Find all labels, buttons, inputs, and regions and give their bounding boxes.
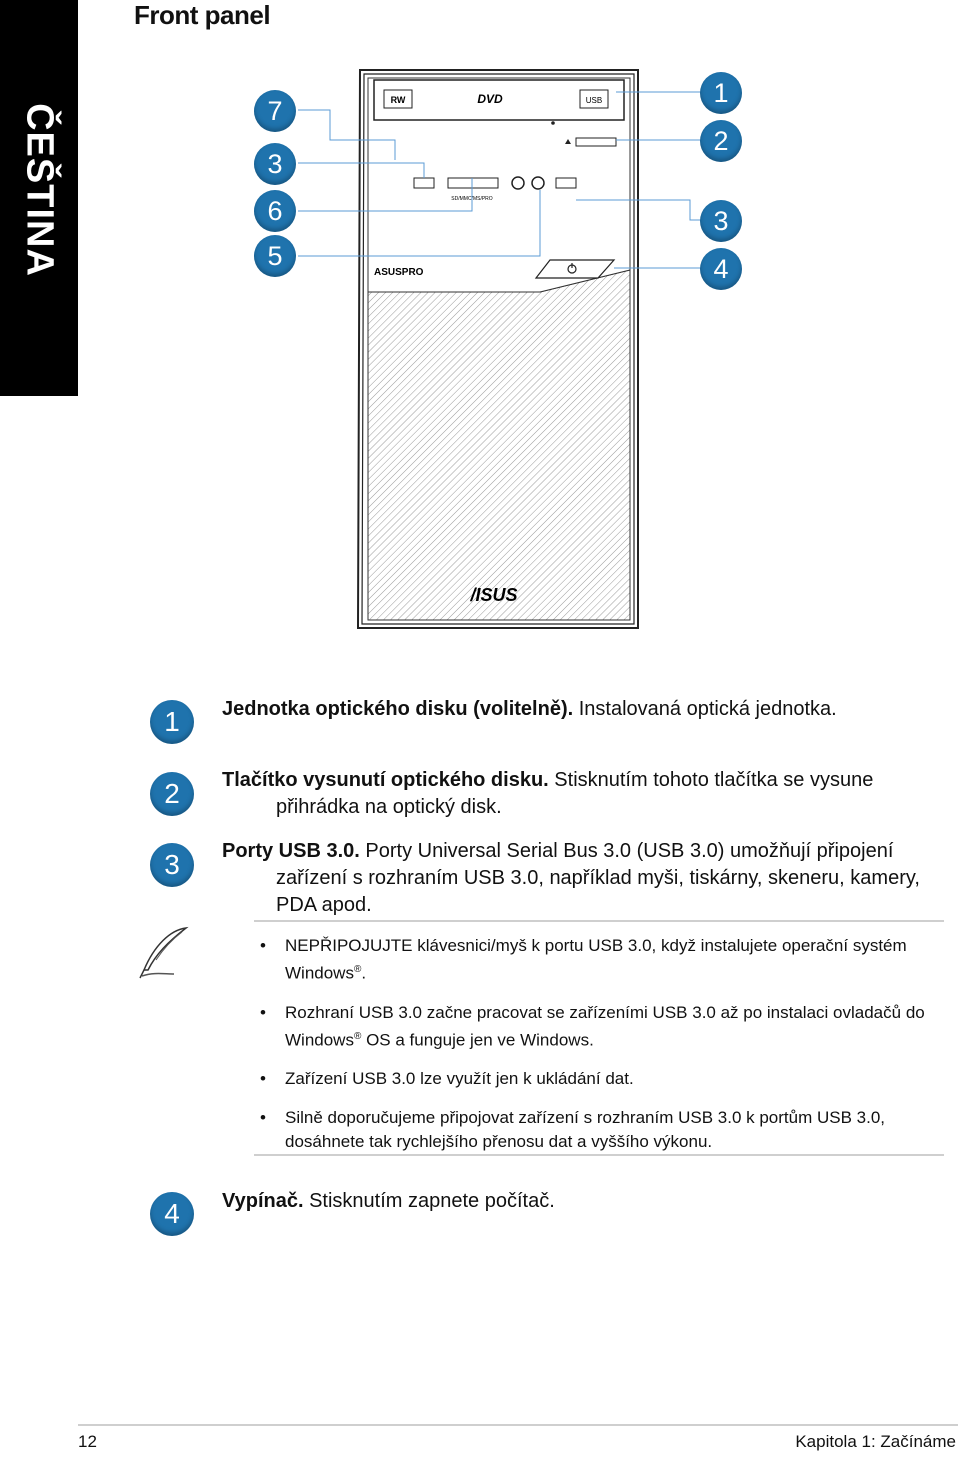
note-item: • NEPŘIPOJUJTE klávesnici/myš k portu USB 3.0, když instalujete operační systém Windows®. (254, 934, 944, 986)
headphone-jack (512, 177, 524, 189)
item-marker-3: 3 (150, 843, 194, 887)
note-item: • Rozhraní USB 3.0 začne pracovat se zařízeními USB 3.0 až po instalaci ovladačů do Windows® OS a funguje jen ve Windows. (254, 1001, 944, 1053)
front-panel-figure (250, 60, 770, 640)
item-1-title: Jednotka optického disku (volitelně). (222, 698, 574, 720)
microphone-jack (532, 177, 544, 189)
item-3-title: Porty USB 3.0. (222, 840, 360, 862)
page-title: Front panel (134, 0, 271, 30)
item-1-text: Instalovaná optická jednotka. (573, 698, 837, 720)
callout-right-4: 4 (700, 248, 742, 290)
item-1-description (222, 696, 942, 723)
card-reader-slot (448, 178, 498, 188)
note-box (254, 920, 944, 1156)
callout-right-2: 2 (700, 120, 742, 162)
callout-left-7: 7 (254, 90, 296, 132)
callout-left-5: 5 (254, 235, 296, 277)
item-4-description (222, 1188, 942, 1215)
callout-left-3: 3 (254, 143, 296, 185)
item-3-description (222, 838, 942, 919)
language-label: ČEŠTINA (18, 103, 61, 277)
item-3-text: Porty Universal Serial Bus 3.0 (USB 3.0) umožňují připojení (359, 840, 894, 862)
language-side-tab (0, 0, 78, 396)
note-item: • Zařízení USB 3.0 lze využít jen k ukládání dat. (254, 1067, 944, 1091)
note-list (254, 934, 944, 1169)
item-marker-4: 4 (150, 1192, 194, 1236)
item-2-title: Tlačítko vysunutí optického disku. (222, 769, 549, 791)
item-marker-2: 2 (150, 772, 194, 816)
callout-right-3: 3 (700, 200, 742, 242)
item-2-text: Stisknutím tohoto tlačítka se vysune (548, 769, 874, 791)
feather-pen-icon (134, 924, 190, 980)
item-4-title: Vypínač. (222, 1190, 304, 1212)
page-number: 12 (78, 1432, 97, 1451)
dvd-logo: DVD (477, 92, 503, 106)
svg-text:USB: USB (585, 96, 603, 105)
callout-left-6: 6 (254, 190, 296, 232)
item-2-description (222, 767, 942, 821)
footer-divider (78, 1424, 958, 1426)
item-marker-1: 1 (150, 700, 194, 744)
brand-label: ASUSPRO (374, 267, 424, 278)
item-4-text: Stisknutím zapnete počítač. (303, 1190, 555, 1212)
pc-case (358, 70, 638, 628)
svg-text:RW: RW (390, 95, 406, 105)
asus-logo: /ISUS (470, 585, 518, 605)
chapter-title: Kapitola 1: Začínáme (795, 1432, 956, 1451)
item-3-continuation: zařízení s rozhraním USB 3.0, například myši, tiskárny, skeneru, kamery, PDA apod. (276, 867, 920, 916)
svg-text:SD/MMC/MS/PRO: SD/MMC/MS/PRO (451, 196, 493, 202)
callout-right-1: 1 (700, 72, 742, 114)
note-item: • Silně doporučujeme připojovat zařízení s rozhraním USB 3.0 k portům USB 3.0, dosáhnete tak rychlejšího přenosu dat a vyššího výkonu. (254, 1106, 944, 1154)
item-2-continuation: přihrádka na optický disk. (276, 796, 502, 818)
